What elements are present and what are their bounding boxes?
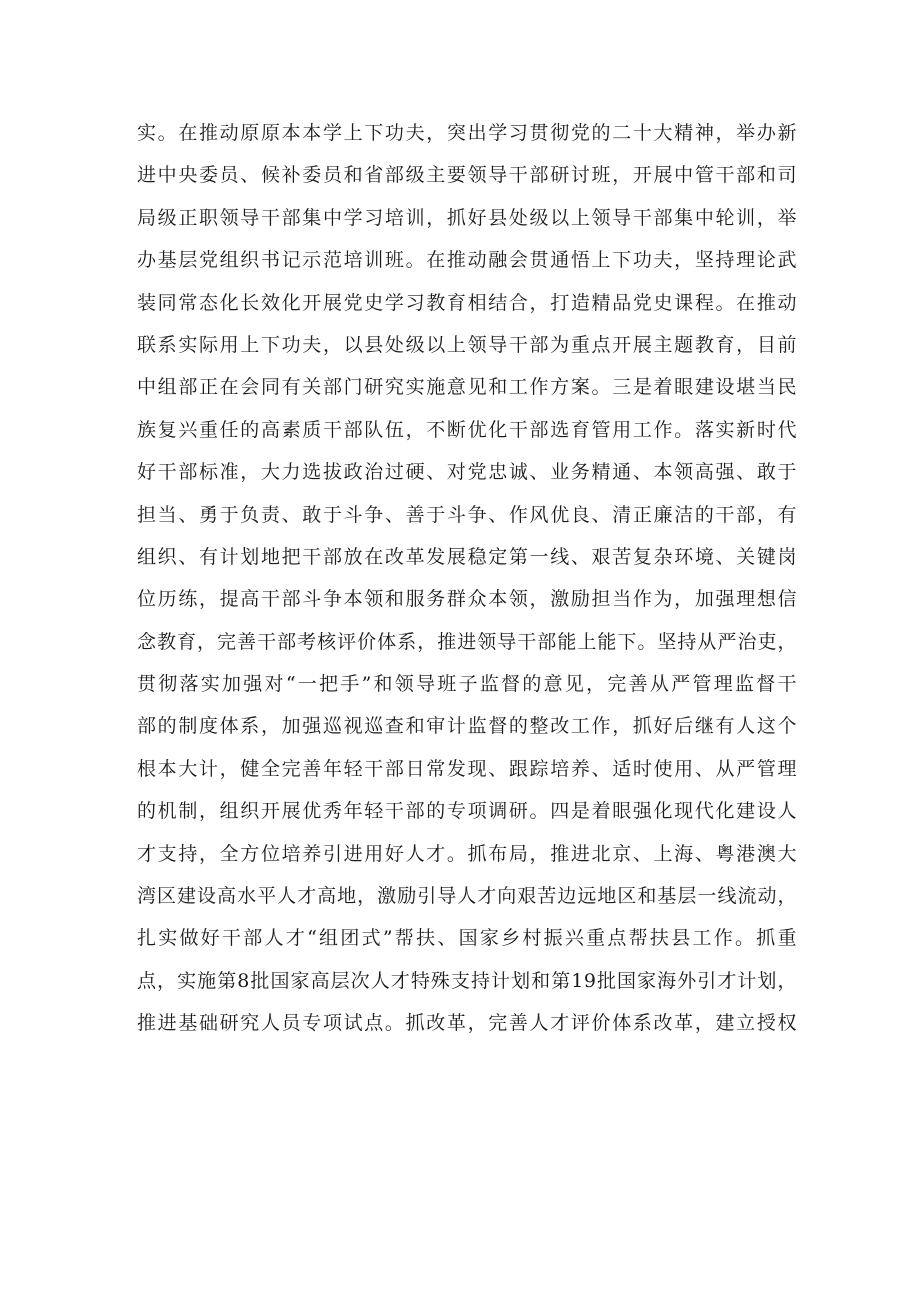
text-line: 局级正职领导干部集中学习培训，抓好县处级以上领导干部集中轮训，举 [137, 206, 797, 229]
text-line: 装同常态化长效化开展党史学习教育相结合，打造精品党史课程。在推动 [137, 291, 797, 314]
text-line: 部的制度体系，加强巡视巡查和审计监督的整改工作，抓好后继有人这个 [137, 715, 797, 738]
text-line: 推进基础研究人员专项试点。抓改革，完善人才评价体系改革，建立授权 [137, 1012, 797, 1035]
text-line: 中组部正在会同有关部门研究实施意见和工作方案。三是着眼建设堪当民 [137, 376, 797, 399]
text-line: 湾区建设高水平人才高地，激励引导人才向艰苦边远地区和基层一线流动， [137, 885, 797, 908]
text-line: 的机制，组织开展优秀年轻干部的专项调研。四是着眼强化现代化建设人 [137, 800, 797, 823]
text-line: 根本大计，健全完善年轻干部日常发现、跟踪培养、适时使用、从严管理 [137, 757, 797, 780]
text-line: 扎实做好干部人才“组团式”帮扶、国家乡村振兴重点帮扶县工作。抓重 [137, 927, 797, 950]
text-line: 实。在推动原原本本学上下功夫，突出学习贯彻党的二十大精神，举办新 [137, 122, 797, 144]
text-line: 族复兴重任的高素质干部队伍，不断优化干部选育管用工作。落实新时代 [137, 418, 797, 441]
text-line: 好干部标准，大力选拔政治过硬、对党忠诚、业务精通、本领高强、敢于 [137, 461, 797, 484]
body-text [137, 112, 797, 1045]
text-line: 点，实施第8批国家高层次人才特殊支持计划和第19批国家海外引才计划， [137, 969, 797, 992]
text-line: 组织、有计划地把干部放在改革发展稳定第一线、艰苦复杂环境、关键岗 [137, 545, 797, 568]
text-line: 才支持，全方位培养引进用好人才。抓布局，推进北京、上海、粤港澳大 [137, 842, 797, 865]
text-line: 担当、勇于负责、敢于斗争、善于斗争、作风优良、清正廉洁的干部，有 [137, 503, 797, 526]
text-line: 联系实际用上下功夫，以县处级以上领导干部为重点开展主题教育，目前 [137, 333, 797, 356]
text-line: 念教育，完善干部考核评价体系，推进领导干部能上能下。坚持从严治吏， [137, 630, 797, 653]
text-line: 进中央委员、候补委员和省部级主要领导干部研讨班，开展中管干部和司 [137, 164, 797, 187]
text-line: 贯彻落实加强对“一把手”和领导班子监督的意见，完善从严管理监督干 [137, 673, 797, 696]
text-line: 办基层党组织书记示范培训班。在推动融会贯通悟上下功夫，坚持理论武 [137, 249, 797, 272]
text-line: 位历练，提高干部斗争本领和服务群众本领，激励担当作为，加强理想信 [137, 588, 797, 611]
